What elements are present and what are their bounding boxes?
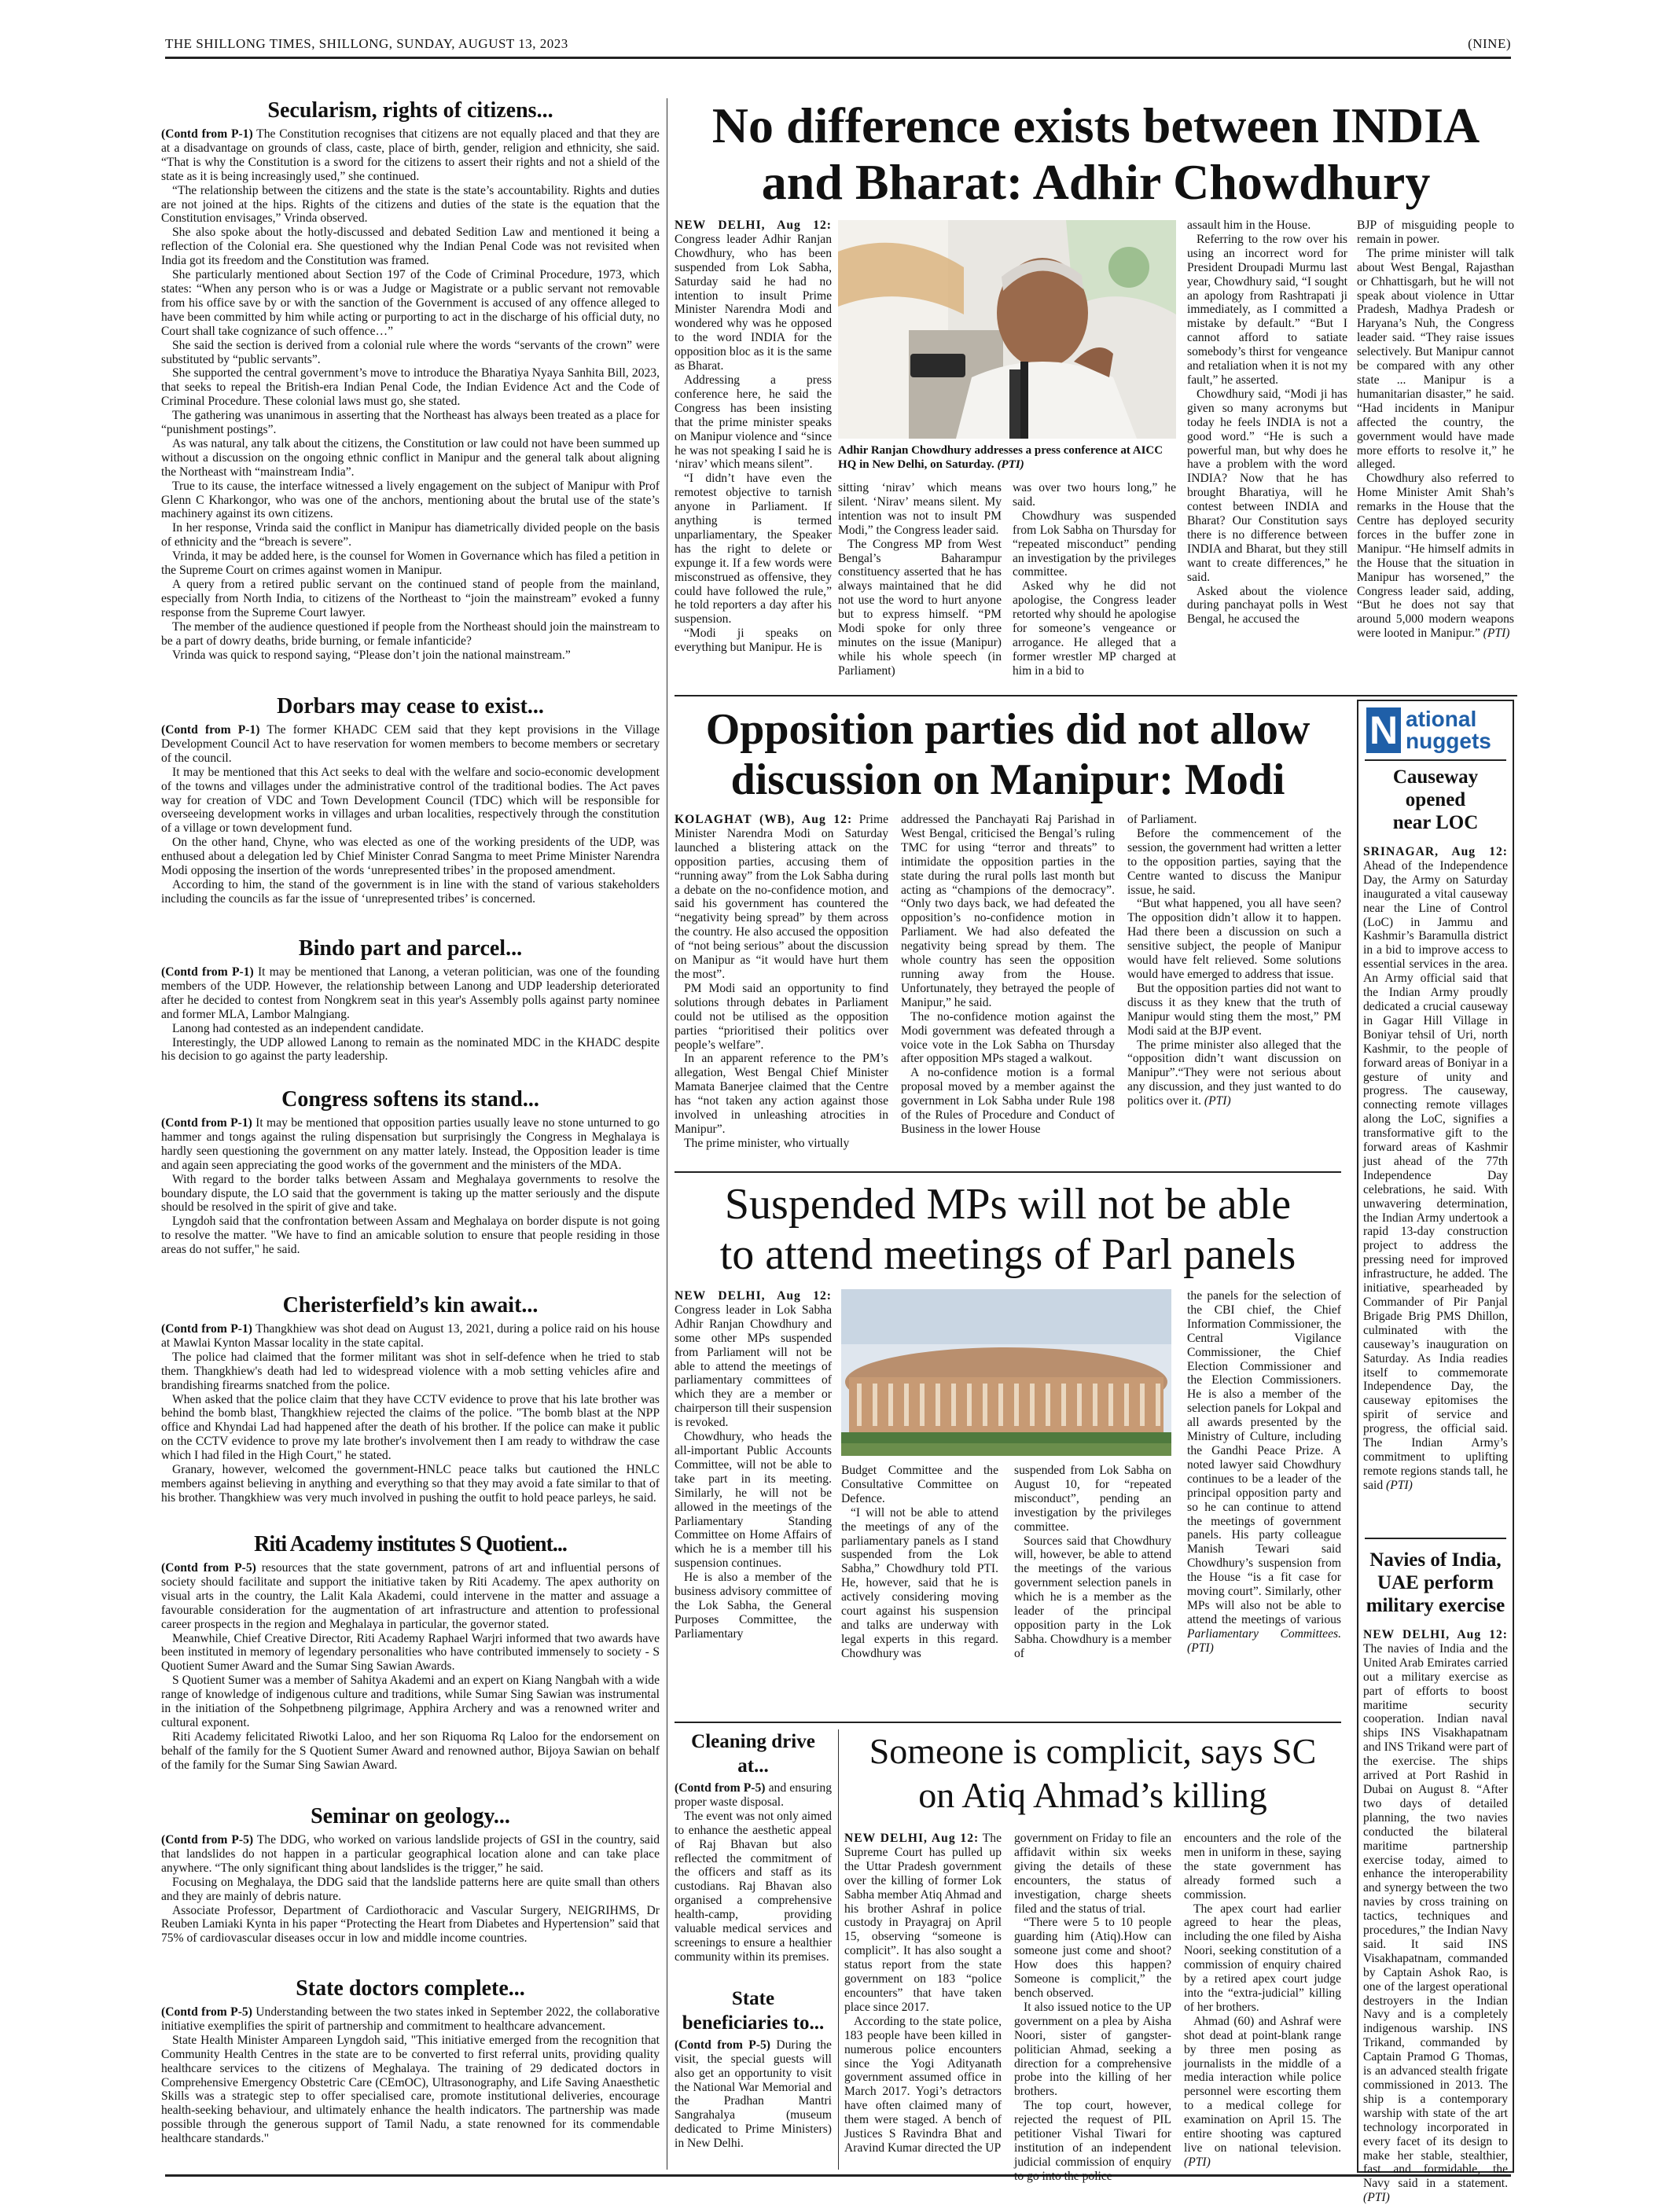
paragraph: “There were 5 to 10 people guarding him (Atiq).How can someone just come and shoot? How does this happen? Someone is complicit,” the bench observed.: [1014, 1916, 1171, 2000]
story-title: Congress softens its stand...: [281, 1087, 539, 1112]
contd-label: (Contd from P-1): [161, 723, 260, 737]
title-line: UAE perform: [1377, 1572, 1494, 1593]
story-body: [161, 1116, 660, 1257]
suspended-col-4: [1187, 1289, 1341, 1714]
paragraph: The prime minister also alleged that the “opposition didn’t want discussion on Manipur”.“They were not serious about any discussion, and they just wanted to do politics over it.: [1127, 1038, 1341, 1108]
story-title: [1363, 766, 1508, 834]
dateline: NEW DELHI, Aug 12:: [675, 219, 832, 232]
paragraph: Granary, however, welcomed the government-HNLC peace talks but cautioned the HNLC members against believing in anything and everything so that they may avoid a fate similar to that of his brother. Thangkhiew was very much involved in pushing the outfit to hold peace parleys, he said.: [161, 1463, 660, 1505]
parliament-photo: [841, 1289, 1171, 1456]
credit: (PTI): [1386, 1478, 1413, 1492]
story-body: [161, 127, 660, 662]
paragraph: As was natural, any talk about the citizens, the Constitution or law could not have been summed up without a discussion on the ongoing ethnic conflict in Manipur and the general talk about aligning the Northeast with “mainstream India”.: [161, 436, 660, 479]
credit: (PTI): [1184, 2155, 1211, 2169]
contd-label: (Contd from P-5): [161, 2005, 252, 2019]
caption-credit: (PTI): [997, 458, 1024, 471]
paragraph: Chowdhury, who heads the all-important Public Accounts Committee, will not be able to take part in its meeting. Similarly, he will not be allowed in the meetings of the Parliamentary Standing Committee on Home Affairs of which he is a member till his suspension continues.: [675, 1430, 832, 1571]
footer-rule: [165, 2174, 1511, 2177]
paragraph: PM Modi said an opportunity to find solutions through debates in Parliament could not be utilised as the opposition parties “prioritised their politics over people’s welfare”.: [675, 981, 888, 1052]
story-title: [1363, 1549, 1508, 1617]
paragraph: A query from a retired public servant on the continued stand of people from the mainland, especially from North India, to citizens of the Northeast to “join the mainstream” evoked a funny response from the Supreme Court lawyer.: [161, 578, 660, 619]
paragraph: The apex court had earlier agreed to hear the pleas, including the one filed by Aisha Noori, seeking constitution of a commission of enquiry chaired by a retired apex court judge into the “extra-judicial” killing of her brothers.: [1184, 1902, 1341, 2014]
story-cheristerfield: [161, 1292, 660, 1505]
paragraph: Congress leader Adhir Ranjan Chowdhury, who has been suspended from Lok Sabha, Saturday said he had no intention to insult Prime Minister Narendra Modi and wondered why was he opposed to the word INDIA for the opposition bloc as it is the same as Bharat.: [675, 232, 832, 373]
paragraph: Asked about the violence during panchayat polls in West Bengal, he accused the: [1187, 584, 1347, 627]
adhir-photo: [838, 220, 1176, 439]
story-title: Seminar on geology...: [311, 1804, 510, 1828]
logo-word-2: nuggets: [1406, 729, 1491, 753]
suspended-col-2: [841, 1464, 998, 1714]
headline-line-2: on Atiq Ahmad’s killing: [918, 1775, 1267, 1815]
story-body: [161, 1322, 660, 1505]
paragraph: and ensuring proper waste disposal.: [675, 1781, 832, 1809]
navies-story: [1363, 1549, 1508, 2205]
masthead-text: THE SHILLONG TIMES, SHILLONG, SUNDAY, AUGUST 13, 2023: [165, 36, 568, 51]
paragraph: the panels for the selection of the CBI chief, the Chief Information Commissioner, the Central Vigilance Commissioner, the Chief Election Commissioner and the Election Commissioners. He is also a member of the selection panels for Lokpal and all awards presented by the Ministry of Culture, including the Gandhi Peace Prize. A noted lawyer said Chowdhury continues to be a leader of the principal opposition party and so he can continue to attend the meetings of government panels. His party colleague Manish Tewari said Chowdhury’s suspension from the House “is a fit case for moving court”. Similarly, other MPs will also not be able to attend the meetings of various: [1187, 1289, 1341, 1626]
paragraph: Understanding between the two states inked in September 2022, the collaborative initiative exemplifies the spirit of partnership and commitment to healthcare advancement.: [161, 2005, 660, 2033]
suspended-col-1: [675, 1289, 832, 1714]
contd-label: (Contd from P-1): [161, 1116, 252, 1130]
paragraph: Lyngdoh said that the confrontation between Assam and Meghalaya on border dispute is not going to resolve the matter. "We have to find an amicable solution to ensure that people residing in those areas do not suffer," he said.: [161, 1215, 660, 1257]
logo-word-1: ational: [1406, 707, 1477, 731]
paragraph: Ahmad (60) and Ashraf were shot dead at point-blank range by three men posing as journalists in the middle of a media interaction while police personnel were escorting them to a medical college for examination on April 15. The entire shooting was captured live on national television.: [1184, 2014, 1341, 2155]
paragraph: was over two hours long,” he said.: [1013, 481, 1176, 509]
title-line: beneficiaries to...: [682, 2012, 825, 2034]
suspended-headline: [675, 1179, 1341, 1281]
contd-label: (Contd from P-5): [675, 2038, 770, 2052]
paragraph: It may be mentioned that opposition parties usually leave no stone unturned to go hammer and tongs against the ruling dispensation but surprisingly the Congress in Meghalaya is hardly seen questioning the government on any matter lately. Instead, the Opposition leader is time and again seen appreciating the good works of the government and the ministers of the MDA.: [161, 1116, 660, 1172]
paragraph: When asked that the police claim that they have CCTV evidence to prove that his late brother was behind the bomb blast, Thangkhiew rejected the claims of the police. "The bomb blast at the NPP office and Khyndai Lad had happened after the death of his brother. If the police can make it public on the CCTV evidence to prove my late brother's involvement then I am ready to withdraw the case which I had filed in the High Court," he stated.: [161, 1392, 660, 1463]
headline-line-2: and Bharat: Adhir Chowdhury: [761, 154, 1431, 210]
section-rule: [675, 695, 1517, 696]
paragraph: suspended from Lok Sabha on August 10, for “repeated misconduct”, pending an investigation by the privileges committee.: [1014, 1464, 1171, 1534]
paragraph: It may be mentioned that Lanong, a veteran politician, was one of the founding members of the UDP. However, the relationship between Lanong and UDP leadership deteriorated after he decided to contest from Nongkrem seat in this year's Assembly polls against party nominee and former MLA, Lambor Malngiang.: [161, 965, 660, 1021]
headline-line-1: Someone is complicit, says SC: [869, 1731, 1317, 1771]
adhir-col-3: [1013, 481, 1176, 687]
contd-label: (Contd from P-1): [161, 1322, 252, 1336]
story-title: Bindo part and parcel...: [298, 936, 523, 961]
paragraph: It may be mentioned that this Act seeks to deal with the welfare and socio-economic development of the towns and villages under the administrative control of the traditional bodies. The Act paves way for creation of VDC and Town Development Council (TDC) which will be responsible for overseeing development works in villages and urban localities, respectively through the constitution of a village or town development fund.: [161, 765, 660, 836]
contd-label: (Contd from P-5): [675, 1781, 766, 1795]
press-conference-photo: [838, 220, 1176, 439]
paragraph: True to its cause, the interface witnessed a lively engagement on the subject of Manipur with Prof Glenn C Kharkongor, who was one of the anchors, mentioning about the brutal use of the state’s machinery against its own citizens.: [161, 479, 660, 521]
page-header: [165, 33, 1511, 57]
story-title: Riti Academy institutes S Quotient...: [254, 1532, 567, 1556]
atiq-col-3: [1184, 1832, 1341, 2170]
adhir-col-5: [1357, 219, 1514, 687]
paragraph: The Constitution recognises that citizens are not equally placed and that they are at a disadvantage on grounds of class, caste, place of birth, gender, religion and ethnicity, she said. “That is why the Constitution is a sword for the citizens to assert their rights and not a shield of the state as it is being increasingly used,” she continued.: [161, 127, 660, 183]
paragraph: sitting ‘nirav’ which means silent. ‘Nirav’ means silent. My intention was not to insult PM Modi,” the Congress leader said.: [838, 481, 1002, 537]
logo-letter: N: [1366, 707, 1401, 753]
paragraph: Prime Minister Narendra Modi on Saturday launched a blistering attack on the opposition parties, accusing them of “running away” from the Lok Sabha during a debate on the no-confidence motion, and said his government has countered the “negativity being spread” by them across the country. He also accused the opposition of “not being serious” about the discussion on Manipur as “it would have hurt them the most”.: [675, 813, 888, 981]
paragraph: She supported the central government’s move to introduce the Bharatiya Nyaya Sanhita Bill, 2023, that seeks to repeal the British-era Indian Penal Code, the Indian Evidence Act and the Code of Criminal Procedure. These colonial laws must go, she stated.: [161, 366, 660, 409]
caption-text: Adhir Ranjan Chowdhury addresses a press conference at AICC HQ in New Delhi, on Saturday.: [838, 444, 1164, 471]
title-line: Causeway opened: [1392, 766, 1479, 810]
paragraph: “Modi ji speaks on everything but Manipur. He is: [675, 627, 832, 655]
adhir-col-1: [675, 219, 832, 687]
narrow-column: [675, 1729, 832, 2170]
story-dorbars: [161, 693, 660, 906]
credit: (PTI): [1483, 627, 1510, 641]
paragraph: According to the state police, 183 people have been killed in numerous police encounters since the Yogi Adityanath government assumed office in March 2017. Yogi’s detractors have often claimed many of them were staged. A bench of Justices S Ravindra Bhat and Aravind Kumar directed the UP: [844, 2014, 1002, 2155]
title-line: military exercise: [1366, 1595, 1505, 1616]
story-doctors: [161, 1975, 660, 2146]
story-bindo: [161, 935, 660, 1064]
story-title: Cleaning drive at...: [691, 1731, 815, 1777]
paragraph: Vrinda, it may be added here, is the counsel for Women in Governance which has filed a petition in the Supreme Court on crimes against women in Manipur.: [161, 549, 660, 578]
box-rule: [1365, 759, 1506, 761]
paragraph: Addressing a press conference here, he said the Congress has been insisting that the prime minister speaks on Manipur violence and “since he was not speaking I said he is ‘nirav’ which means silent”.: [675, 373, 832, 472]
paragraph: Riti Academy felicitated Riwotki Laloo, and her son Riquoma Rq Laloo for the endorsement on behalf of the family for the S Quotient Sumer Award and renowned author, Bijoya Sawian on behalf of the family for the Sumar Sing Sawian Award.: [161, 1729, 660, 1772]
paragraph: Sources said that Chowdhury will, however, be able to attend the meetings of the various government selection panels in which he is a member as the leader of the principal opposition party in the Lok Sabha. Chowdhury is a member of: [1014, 1534, 1171, 1660]
modi-col-1: [675, 813, 888, 1163]
paragraph: With regard to the border talks between Assam and Meghalaya governments to resolve the boundary dispute, the LO said that the government is taking up the matter seriously and the dispute should be resolved in the spirit of give and take.: [161, 1172, 660, 1215]
credit: (PTI): [1363, 2191, 1390, 2205]
story-body: [161, 965, 660, 1064]
navies-body: [1363, 1628, 1508, 2205]
paragraph: “But what happened, you all have seen? The opposition didn’t allow it to happen. Had there been a discussion on such a sensitive subject, the people of Manipur would have felt relieved. Some solutions would have emerged to address that issue.: [1127, 897, 1341, 981]
atiq-headline: [844, 1729, 1341, 1832]
modi-col-2: [901, 813, 1115, 1163]
headline-line-1: No difference exists between INDIA: [711, 97, 1480, 153]
paragraph: It also issued notice to the UP government on a plea by Aisha Noori, sister of gangster-politician Ahmad, seeking a direction for a comprehensive probe into the killing of her brothers.: [1014, 2000, 1171, 2099]
paragraph: The DDG, who worked on various landslide projects of GSI in the country, said that landslides do not happen in a particular geographical location alone and can take place anywhere. “The only significant thing about landslides is the trigger,” he said.: [161, 1833, 660, 1875]
paragraph: Asked why he did not apologise, the Congress leader retorted why should he apologise for someone’s vengeance or arrogance. He alleged that a former wrestler MP charged at him in a bid to: [1013, 579, 1176, 678]
nuggets-logo: [1366, 707, 1505, 755]
contd-label: (Contd from P-1): [161, 965, 254, 979]
section-rule: [675, 1171, 1341, 1173]
beneficiaries-body: [675, 2038, 832, 2151]
paragraph: Congress leader in Lok Sabha Adhir Ranjan Chowdhury and some other MPs suspended from Parliament will not be able to attend the meetings of parliamentary committees of which they are a member or chairperson till their suspension is revoked.: [675, 1303, 832, 1430]
paragraph: S Quotient Sumer was a member of Sahitya Akademi and an expert on Kiang Nangbah with a wide range of knowledge of indigenous culture and traditions, while Sumar Sing Sawian was instrumental in the initiation of the Sohpetbneng pilgrimage, Apphira Archery and was a renowned writer and cultural exponent.: [161, 1674, 660, 1729]
story-title: Dorbars may cease to exist...: [277, 694, 544, 718]
paragraph: Vrinda was quick to respond saying, “Please don’t join the national mainstream.”: [172, 648, 571, 662]
paragraph: She also spoke about the hotly-discussed and debated Sedition Law and mentioned it being a reflection of the Colonial era. She questioned why the Indian Penal Code was not revisited when India got its freedom and the Constitution was framed.: [161, 226, 660, 268]
paragraph: She said the section is derived from a colonial rule where the words “servants of the crown” were substituted by “public servants”.: [161, 338, 660, 366]
paragraph: The gathering was unanimous in asserting that the Northeast has always been treated as a place for “punishment postings”.: [161, 409, 660, 437]
header-rule: [165, 57, 1511, 59]
story-riti: [161, 1531, 660, 1773]
headline-line-1: Opposition parties did not allow: [705, 705, 1311, 754]
paragraph: The prime minister, who virtually: [684, 1136, 850, 1150]
paragraph: “I didn’t have even the remotest objective to tarnish anyone in Parliament. If anything is termed unparliamentary, the Speaker has the right to delete or expunge it. If a few words were misconstrued as offensive, they could have followed the rule,” he told reporters a day after his suspension.: [675, 472, 832, 627]
paragraph: Chowdhury said, “Modi ji has given so many acronyms but today he feels INDIA is not a good word.” “He is such a powerful man, but why does he have a problem with the word INDIA? Now that he has brought Bharatiya, will he contest between INDIA and Bharat? Our Constitution says there is no difference between INDIA and Bharat, but they still want to create differences,” he said.: [1187, 387, 1347, 584]
paragraph: “I will not be able to attend the meetings of any of the parliamentary panels as I stand suspended from the Lok Sabha,” Chowdhury told PTI. He, however, said that he is actively considering moving court against his suspension and talks are underway with legal experts in this regard. Chowdhury was: [841, 1505, 998, 1660]
cleaning-body: [675, 1781, 832, 1964]
headline-line-1: Suspended MPs will not be able: [724, 1180, 1292, 1229]
paragraph: assault him in the House.: [1187, 219, 1311, 232]
suspended-col-3: [1014, 1464, 1171, 1714]
story-body: [161, 1833, 660, 1946]
adhir-headline: [675, 97, 1517, 214]
box-rule: [1365, 1538, 1506, 1539]
dateline: SRINAGAR, Aug 12:: [1363, 845, 1508, 858]
paragraph: Chowdhury was suspended from Lok Sabha on Thursday for “repeated misconduct” pending an investigation by the privileges committee.: [1013, 509, 1176, 579]
paragraph: Associate Professor, Department of Cardiothoracic and Vascular Surgery, NEIGRIHMS, Dr Reuben Lamiaki Kynta in his paper “Protecting the Heart from Diabetes and Hypertension” said that 75% of cardiovascular diseases occur in low and middle income countries.: [161, 1903, 660, 1946]
story-secularism: [161, 97, 660, 662]
paragraph: resources that the state government, patrons of art and influential persons of society should facilitate and support the initiative taken by Riti Academy. The apex authority on visual arts in the country, the Lalit Kala Akademi, could intervene in the matter and assuage a favourable consideration for the augmentation of art infrastructure and attention to professional career prospects in the region and Meghalaya in particular, the governor stated.: [161, 1561, 660, 1631]
story-title: [675, 1986, 832, 2035]
national-nuggets-box: [1357, 700, 1514, 2205]
atiq-col-2: [1014, 1832, 1171, 2183]
paragraph: The top court, however, rejected the request of PIL petitioner Vishal Tiwari for institution of an independent judicial commission of enquiry to go into the police: [1014, 2099, 1171, 2183]
paragraph: The member of the audience questioned if people from the Northeast should join the mainstream to be a part of dowry deaths, bride burning, or female infanticide?: [161, 619, 660, 648]
paragraph: Budget Committee and the Consultative Committee on Defence.: [841, 1464, 998, 1505]
causeway-story: [1363, 766, 1508, 1493]
title-line: State: [731, 1987, 775, 2009]
paragraph: But the opposition parties did not want to discuss it as they knew that the truth of Manipur would sting them the most,” PM Modi said at the BJP event.: [1127, 981, 1341, 1038]
paragraph: On the other hand, Chyne, who was elected as one of the working presidents of the UDP, was enthused about a delegation led by Chief Minister Conrad Sangma to meet Prime Minister Narendra Modi opposing the insertion of the words ‘unrepresented tribes’ in the proposed amendment.: [161, 836, 660, 878]
paragraph: Referring to the row over his using an incorrect word for President Droupadi Murmu last year, Chowdhury said, “I sought an apology from Rashtrapati ji immediately, as I committed a mistake by default.” “But I cannot afford to satiate somebody’s thirst for vengeance and retaliation when it is not my fault,” he asserted.: [1187, 232, 1347, 387]
title-line: near LOC: [1392, 812, 1479, 833]
adhir-col-2: [838, 481, 1002, 687]
credit: (PTI): [1204, 1094, 1231, 1108]
dateline: NEW DELHI, Aug 12:: [675, 1289, 832, 1303]
page-number: (NINE): [1468, 36, 1511, 51]
causeway-body: [1363, 845, 1508, 1493]
paragraph: State Health Minister Ampareen Lyngdoh said, "This initiative emerged from the recognition that Community Health Centres in the state are to be converted to first referral units, providing quality healthcare services to the citizens of Meghalaya. The training of 29 dedicated doctors in Comprehensive Emergency Obstetric Care (CEmOC), Ultrasonography, and Life Saving Anaesthetic Skills was a strategic step to offer specialised care, promote institutional deliveries, encourage health-seeking behaviour, and ultimately enhance the health indicators. The partnership was made possible through the generous support of Tamil Nadu, a state renowned for its commendable healthcare standards.": [161, 2033, 660, 2146]
credit: Parliamentary Committees. (PTI): [1187, 1626, 1341, 1655]
paragraph: The police had claimed that the former militant was shot in self-defence when he tried to stab them. Thangkhiew's death had led to widespread violence with a mob setting vehicles afire and brandishing firearms snatched from the police.: [161, 1350, 660, 1392]
paragraph: The prime minister will talk about West Bengal, Rajasthan or Chhattisgarh, but he will not speak about violence in Uttar Pradesh, Madhya Pradesh or Haryana’s Nuh, the Congress leader said. “They raise issues selectively. But Manipur cannot be compared with any other state ... Manipur is a humanitarian disaster,” he said. “Had incidents in Manipur affected the country, the government would have made more efforts to resolve it,” he alleged.: [1357, 246, 1514, 472]
paragraph: The navies of India and the United Arab Emirates carried out a military exercise as part of efforts to boost maritime security cooperation. Indian naval ships INS Visakhapatnam and INS Trikand were part of the exercise. The ships arrived at Port Rashid in Dubai on August 8. “After two days of detailed planning, the two navies conducted the bilateral maritime partnership exercise today, aimed to enhance the interoperability and synergy between the two navies by cross training on tactics, techniques and procedures,” the Indian Navy said. It said INS Visakhapatnam, commanded by Captain Ashok Rao, is one of the largest operational destroyers in the Indian Navy and is a completely indigenous warship. INS Trikand, commanded by Captain Pramod G Thomas, is an advanced stealth frigate commissioned in 2013. The ship is a contemporary warship with state of the art technology incorporated in every facet of its design to make her stable, stealthier, fast and formidable, the Navy said in a statement.: [1363, 1641, 1508, 2191]
paragraph: Meanwhile, Chief Creative Director, Riti Academy Raphael Warjri informed that two awards have been instituted in memory of legendary personalities who have contributed immensely to society - S Quotient Sumer Award and the Sumar Sing Sawian Awards.: [161, 1631, 660, 1674]
paragraph: The event was not only aimed to enhance the aesthetic appeal of Raj Bhavan but also reflected the commitment of the officers and staff as its custodians. Raj Bhavan also organised a comprehensive health-camp, providing valuable medical services and screenings to ensure a healthier community within its premises.: [675, 1809, 832, 1964]
headline-line-2: to attend meetings of Parl panels: [719, 1230, 1296, 1279]
paragraph: In her response, Vrinda said the conflict in Manipur has diametrically divided people on the basis of ethnicity and the “breach is severe”.: [161, 521, 660, 549]
paragraph: Before the commencement of the session, the government had written a letter to the opposition parties, saying that the Centre wanted to discuss the Manipur issue, he said.: [1127, 826, 1341, 897]
parliament-building-image: [841, 1289, 1171, 1456]
paragraph: The Supreme Court has pulled up the Uttar Pradesh government over the killing of former Lok Sabha member Atiq Ahmad and his brother Ashraf in police custody in Prayagraj on April 15, observing “someone is complicit”. It has also sought a status report from the state government on 183 “police encounters” that have taken place since 2017.: [844, 1832, 1002, 2014]
story-title: Cheristerfield’s kin await...: [282, 1293, 539, 1317]
paragraph: According to him, the stand of the government is in line with the stand of various stakeholders including the councils as far the issue of ‘unrepresented tribes’ is concerned.: [161, 877, 660, 906]
dateline: NEW DELHI, Aug 12:: [844, 1832, 980, 1845]
paragraph: The former KHADC CEM said that they kept provisions in the Village Development Council Act to have reservation for women members to become members or secretary of the council.: [161, 723, 660, 765]
paragraph: Ahead of the Independence Day, the Army on Saturday inaugurated a vital causeway near the Line of Control (LoC) in Jammu and Kashmir’s Baramulla district in a bid to improve access to essential services in the area. An Army official said that the Indian Army proudly dedicated a crucial causeway in Gagar Hill Village in Boniyar tehsil of Uri, north Kashmir, to the people of forward areas of Boniyar in a gesture of unity and progress. The causeway, connecting remote villages along the LoC, signifies a transformative gift to the forward areas of Kashmir just ahead of the 77th Independence Day celebrations, he said. With unwavering determination, the Indian Army undertook a rapid 13-day construction project to address the pressing need for improved infrastructure, he added. The initiative, spearheaded by Commander of Pir Panjal Brigade Brig PMS Dhillon, culminated with the causeway’s inauguration on Saturday. As India readies itself to commemorate Independence Day, the causeway epitomises the spirit of service and progress, the official said. The Indian Army’s commitment to uplifting remote regions stands tall, he said: [1363, 858, 1508, 1492]
paragraph: addressed the Panchayati Raj Parishad in West Bengal, criticised the Bengal’s ruling TMC for using “terror and threats” to intimidate the opposition parties in the state during the rural polls last month but acting as “champions of the democracy”. “Only two days back, we had defeated the opposition’s no-confidence motion in Parliament. We had also defeated the negativity being spread by them. The whole country has seen the opposition running away from the House. Unfortunately, they betrayed the people of Manipur,” he said.: [901, 813, 1115, 1009]
story-geology: [161, 1803, 660, 1946]
adhir-col-4: [1187, 219, 1347, 687]
paragraph: Interestingly, the UDP allowed Lanong to remain as the nominated MDC in the KHADC despite his decision to go against the party leadership.: [161, 1035, 660, 1064]
contd-label: (Contd from P-1): [161, 127, 253, 141]
paragraph: The Congress MP from West Bengal’s Baharampur constituency asserted that he has always maintained that he did not use the word to hurt anyone but to express himself. “PM Modi spoke for only three minutes on the issue (Manipur) while his whole speech (in Parliament): [838, 537, 1002, 678]
headline-line-2: discussion on Manipur: Modi: [730, 755, 1285, 804]
section-rule: [675, 1722, 1341, 1723]
paragraph: Chowdhury also referred to Home Minister Amit Shah’s remarks in the House that the Centre has deployed security forces in the buffer zone in Manipur. “He himself admits in the House that the situation in Manipur has worsened,” the Congress leader said, adding, “But he does not say that around 5,000 modern weapons were looted in Manipur.”: [1357, 472, 1514, 641]
paragraph: of Parliament.: [1127, 813, 1197, 826]
column-divider: [838, 1729, 839, 2170]
modi-col-3: [1127, 813, 1341, 1163]
story-body: [161, 723, 660, 906]
paragraph: The no-confidence motion against the Modi government was defeated through a voice vote in the Lok Sabha on Thursday after opposition MPs staged a walkout.: [901, 1009, 1115, 1066]
paragraph: In an apparent reference to the PM’s allegation, West Bengal Chief Minister Mamata Banerjee claimed that the Centre has “not taken any action against those involved in unleashing atrocities in Manipur”.: [675, 1052, 888, 1136]
adhir-photo-caption: [838, 443, 1176, 475]
left-column: [161, 97, 660, 2170]
contd-label: (Contd from P-5): [161, 1561, 256, 1575]
contd-label: (Contd from P-5): [161, 1833, 254, 1847]
story-body: [161, 1561, 660, 1773]
story-title: Secularism, rights of citizens...: [267, 98, 553, 123]
paragraph: “The relationship between the citizens and the state is the state’s accountability. Rights and duties are not joined at the hips. Rights of the citizens and duties of the state is the equation that the Constitution envisages,” Vrinda observed.: [161, 183, 660, 226]
paragraph: BJP of misguiding people to remain in power.: [1357, 219, 1514, 246]
atiq-col-1: [844, 1832, 1002, 2170]
paragraph: He is also a member of the business advisory committee of the Lok Sabha, the General Purposes Committee, the Parliamentary: [675, 1571, 832, 1641]
paragraph: Thangkhiew was shot dead on August 13, 2021, during a police raid on his house at Mawlai Kynton Massar locality in the state capital.: [161, 1322, 660, 1350]
paragraph: During the visit, the special guests will also get an opportunity to visit the National War Memorial and the Pradhan Mantri Sangrahalya (museum dedicated to Prime Ministers) in New Delhi.: [675, 2038, 832, 2151]
paragraph: Lanong had contested as an independent candidate.: [172, 1021, 424, 1035]
story-congress: [161, 1086, 660, 1257]
paragraph: Focusing on Meghalaya, the DDG said that the landslide patterns here are quite small than others and they are mainly of debris nature.: [161, 1875, 660, 1903]
dateline: NEW DELHI, Aug 12:: [1363, 1628, 1508, 1641]
modi-headline: [675, 704, 1341, 807]
paragraph: government on Friday to file an affidavit within six weeks giving the details of these encounters, the status of investigation, charge sheets filed and the status of trial.: [1014, 1832, 1171, 1916]
story-title: State doctors complete...: [296, 1976, 525, 2001]
paragraph: A no-confidence motion is a formal proposal moved by a member against the government in Lok Sabha under Rule 198 of the Rules of Procedure and Conduct of Business in the lower House: [901, 1066, 1115, 1136]
paragraph: encounters and the role of the men in uniform in these, saying the state government has already formed such a commission.: [1184, 1832, 1341, 1902]
dateline: KOLAGHAT (WB), Aug 12:: [675, 813, 853, 826]
title-line: Navies of India,: [1369, 1549, 1502, 1571]
story-body: [161, 2005, 660, 2146]
paragraph: She particularly mentioned about Section 197 of the Code of Criminal Procedure, 1973, which states: “When any person who is or was a Judge or Magistrate or a public servant not removable from his office save by or with the sanction of the Government is accused of any offence alleged to have been committed by him while acting or purporting to act in the discharge of his official duty, no Court shall take cognizance of such offence…”: [161, 268, 660, 338]
